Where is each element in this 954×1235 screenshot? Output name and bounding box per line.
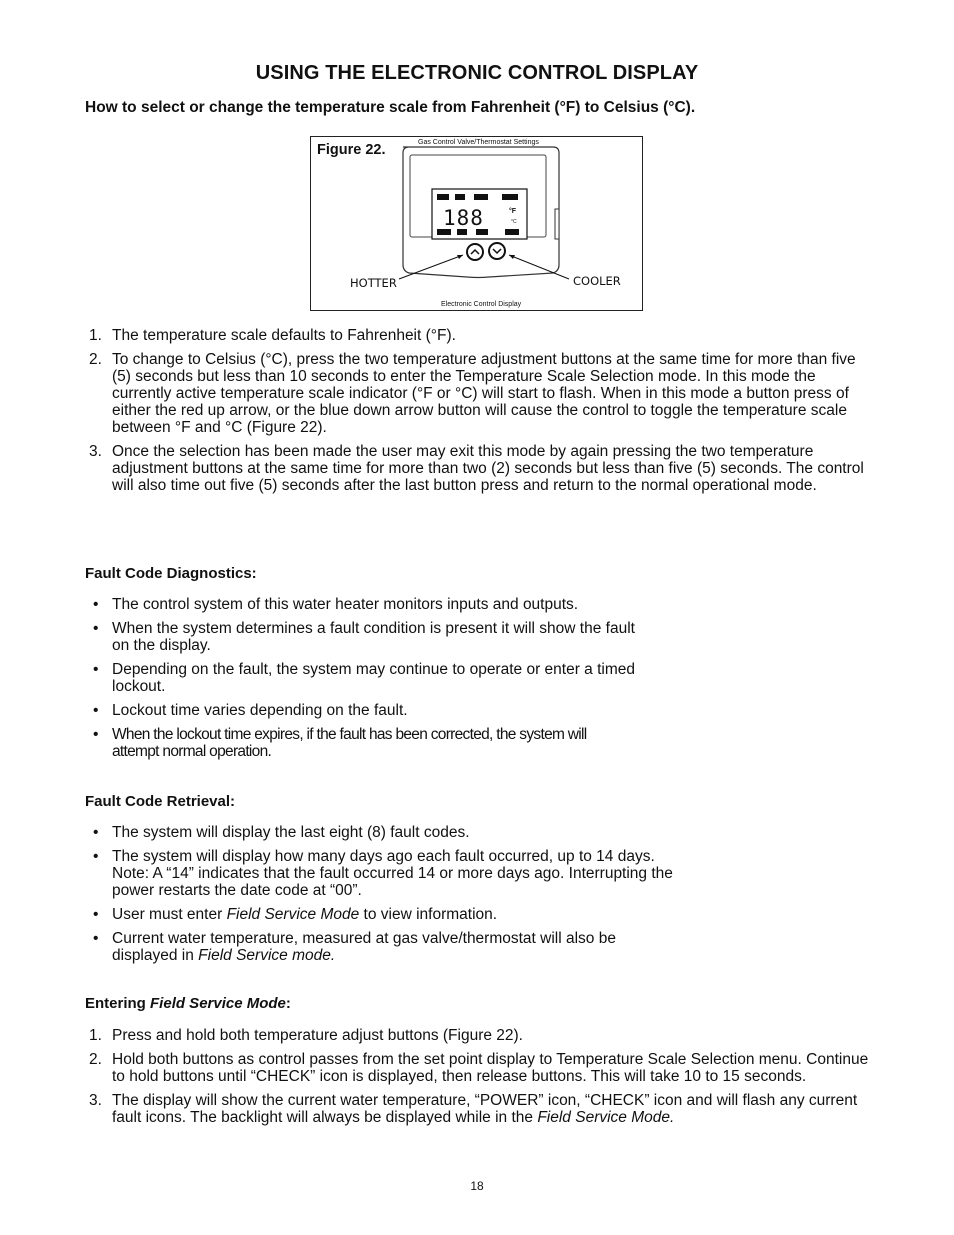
bullet: •: [93, 661, 99, 678]
fault-diagnostics-heading: Fault Code Diagnostics:: [85, 565, 257, 582]
bullet: •: [93, 596, 99, 613]
list-item: [85, 1027, 870, 1044]
bullet: •: [93, 930, 99, 947]
step-number: 1.: [89, 1027, 102, 1044]
step-number: 2.: [89, 1051, 102, 1068]
list-item: [85, 443, 870, 494]
item-text: The control system of this water heater monitors inputs and outputs.: [112, 596, 579, 613]
figure-bottom-caption: Electronic Control Display: [441, 301, 522, 308]
list-item: [85, 351, 870, 436]
item-text: When the system determines a fault condition is present it will show the fault on the display.: [112, 620, 635, 654]
item-text: The system will display how many days ago each fault occurred, up to 14 days. Note: A “14” indicates that the fault occurred 14 or more days ago. Interrupting the power restarts the date code at “00”.: [112, 848, 673, 899]
bullet: •: [93, 906, 99, 923]
step-number: 3.: [89, 443, 102, 460]
cooler-button[interactable]: [489, 243, 505, 259]
item-text: The system will display the last eight (8) fault codes.: [112, 824, 470, 841]
heading-text: Entering: [85, 995, 151, 1012]
list-item: [85, 327, 870, 344]
list-item: [85, 620, 645, 654]
list-item: [85, 930, 682, 964]
step-text: Once the selection has been made the user may exit this mode by again pressing the two temperature adjustment buttons at the same time for more than two (2) seconds but less than five (5) seconds. The control will also time out five (5) seconds after the last button press and return to the normal operational mode.: [112, 443, 864, 494]
bullet: •: [93, 848, 99, 865]
figure-22: [310, 136, 643, 311]
field-service-steps-list: [85, 1027, 870, 1126]
fault-retrieval-list: [85, 824, 695, 964]
step-number: 1.: [89, 327, 102, 344]
list-item: [85, 848, 695, 899]
step-text: Hold both buttons as control passes from the set point display to Temperature Scale Selection menu. Continue to hold buttons until “CHECK” icon is displayed, then release buttons. This will take 10 to 15 seconds.: [112, 1051, 869, 1085]
field-service-mode-term: Field Service Mode: [226, 906, 360, 923]
item-text: to view information.: [359, 906, 498, 923]
step-number: 3.: [89, 1092, 102, 1109]
page-title: USING THE ELECTRONIC CONTROL DISPLAY: [255, 62, 699, 84]
step-text: Press and hold both temperature adjust buttons (Figure 22).: [112, 1027, 523, 1044]
lcd-unit-f: °F: [509, 208, 517, 215]
step-number: 2.: [89, 351, 102, 368]
item-text: Lockout time varies depending on the fault.: [112, 702, 408, 719]
cooler-label: COOLER: [573, 274, 621, 288]
heading-term: Field Service Mode: [150, 995, 286, 1012]
lcd-digits: 188: [443, 206, 484, 230]
step-text: To change to Celsius (°C), press the two temperature adjustment buttons at the same time for more than five (5) seconds but less than 10 seconds to enter the Temperature Scale Selection mode. In this mode the currently active temperature scale indicator (°F or °C) will start to flash. When in this mode a button press of either the red up arrow, or the blue down arrow button will cause the control to toggle the temperature scale between °F and °C (Figure 22).: [112, 351, 856, 436]
list-item: [85, 702, 645, 719]
item-text: User must enter: [112, 906, 227, 923]
scale-steps-list: [85, 327, 870, 494]
list-item: [85, 824, 695, 841]
bullet: •: [93, 620, 99, 637]
bullet: •: [93, 824, 99, 841]
list-item: [85, 726, 592, 760]
field-service-heading: [85, 995, 291, 1012]
list-item: [85, 906, 695, 923]
hotter-button[interactable]: [467, 244, 483, 260]
hotter-label: HOTTER: [350, 276, 397, 290]
fault-retrieval-heading: Fault Code Retrieval:: [85, 793, 236, 810]
item-text: Depending on the fault, the system may continue to operate or enter a timed lockout.: [112, 661, 636, 695]
lcd-unit-c: °C: [511, 219, 517, 225]
field-service-mode-term: Field Service mode.: [198, 947, 336, 964]
figure-label: Figure 22.: [317, 142, 386, 158]
list-item: [85, 1051, 870, 1085]
heading-colon: :: [285, 995, 291, 1012]
figure-top-caption: Gas Control Valve/Thermostat Settings: [418, 139, 539, 146]
step-text: The display will show the current water temperature, “POWER” icon, “CHECK” icon and will flash any current fault icons. The backlight will always be displayed while in the: [112, 1092, 858, 1126]
list-item: [85, 1092, 870, 1126]
list-item: [85, 661, 645, 695]
field-service-mode-term: Field Service Mode.: [537, 1109, 675, 1126]
item-text: When the lockout time expires, if the fault has been corrected, the system will attempt normal operation.: [112, 726, 587, 760]
list-item: [85, 596, 645, 613]
bullet: •: [93, 726, 99, 743]
bullet: •: [93, 702, 99, 719]
step-text: The temperature scale defaults to Fahrenheit (°F).: [112, 327, 456, 344]
scale-change-subheading: How to select or change the temperature scale from Fahrenheit (°F) to Celsius (°C).: [85, 99, 696, 116]
page-number: 18: [470, 1179, 484, 1193]
item-text: Current water temperature, measured at gas valve/thermostat will also be displayed in: [112, 930, 616, 964]
fault-diagnostics-list: [85, 596, 645, 760]
